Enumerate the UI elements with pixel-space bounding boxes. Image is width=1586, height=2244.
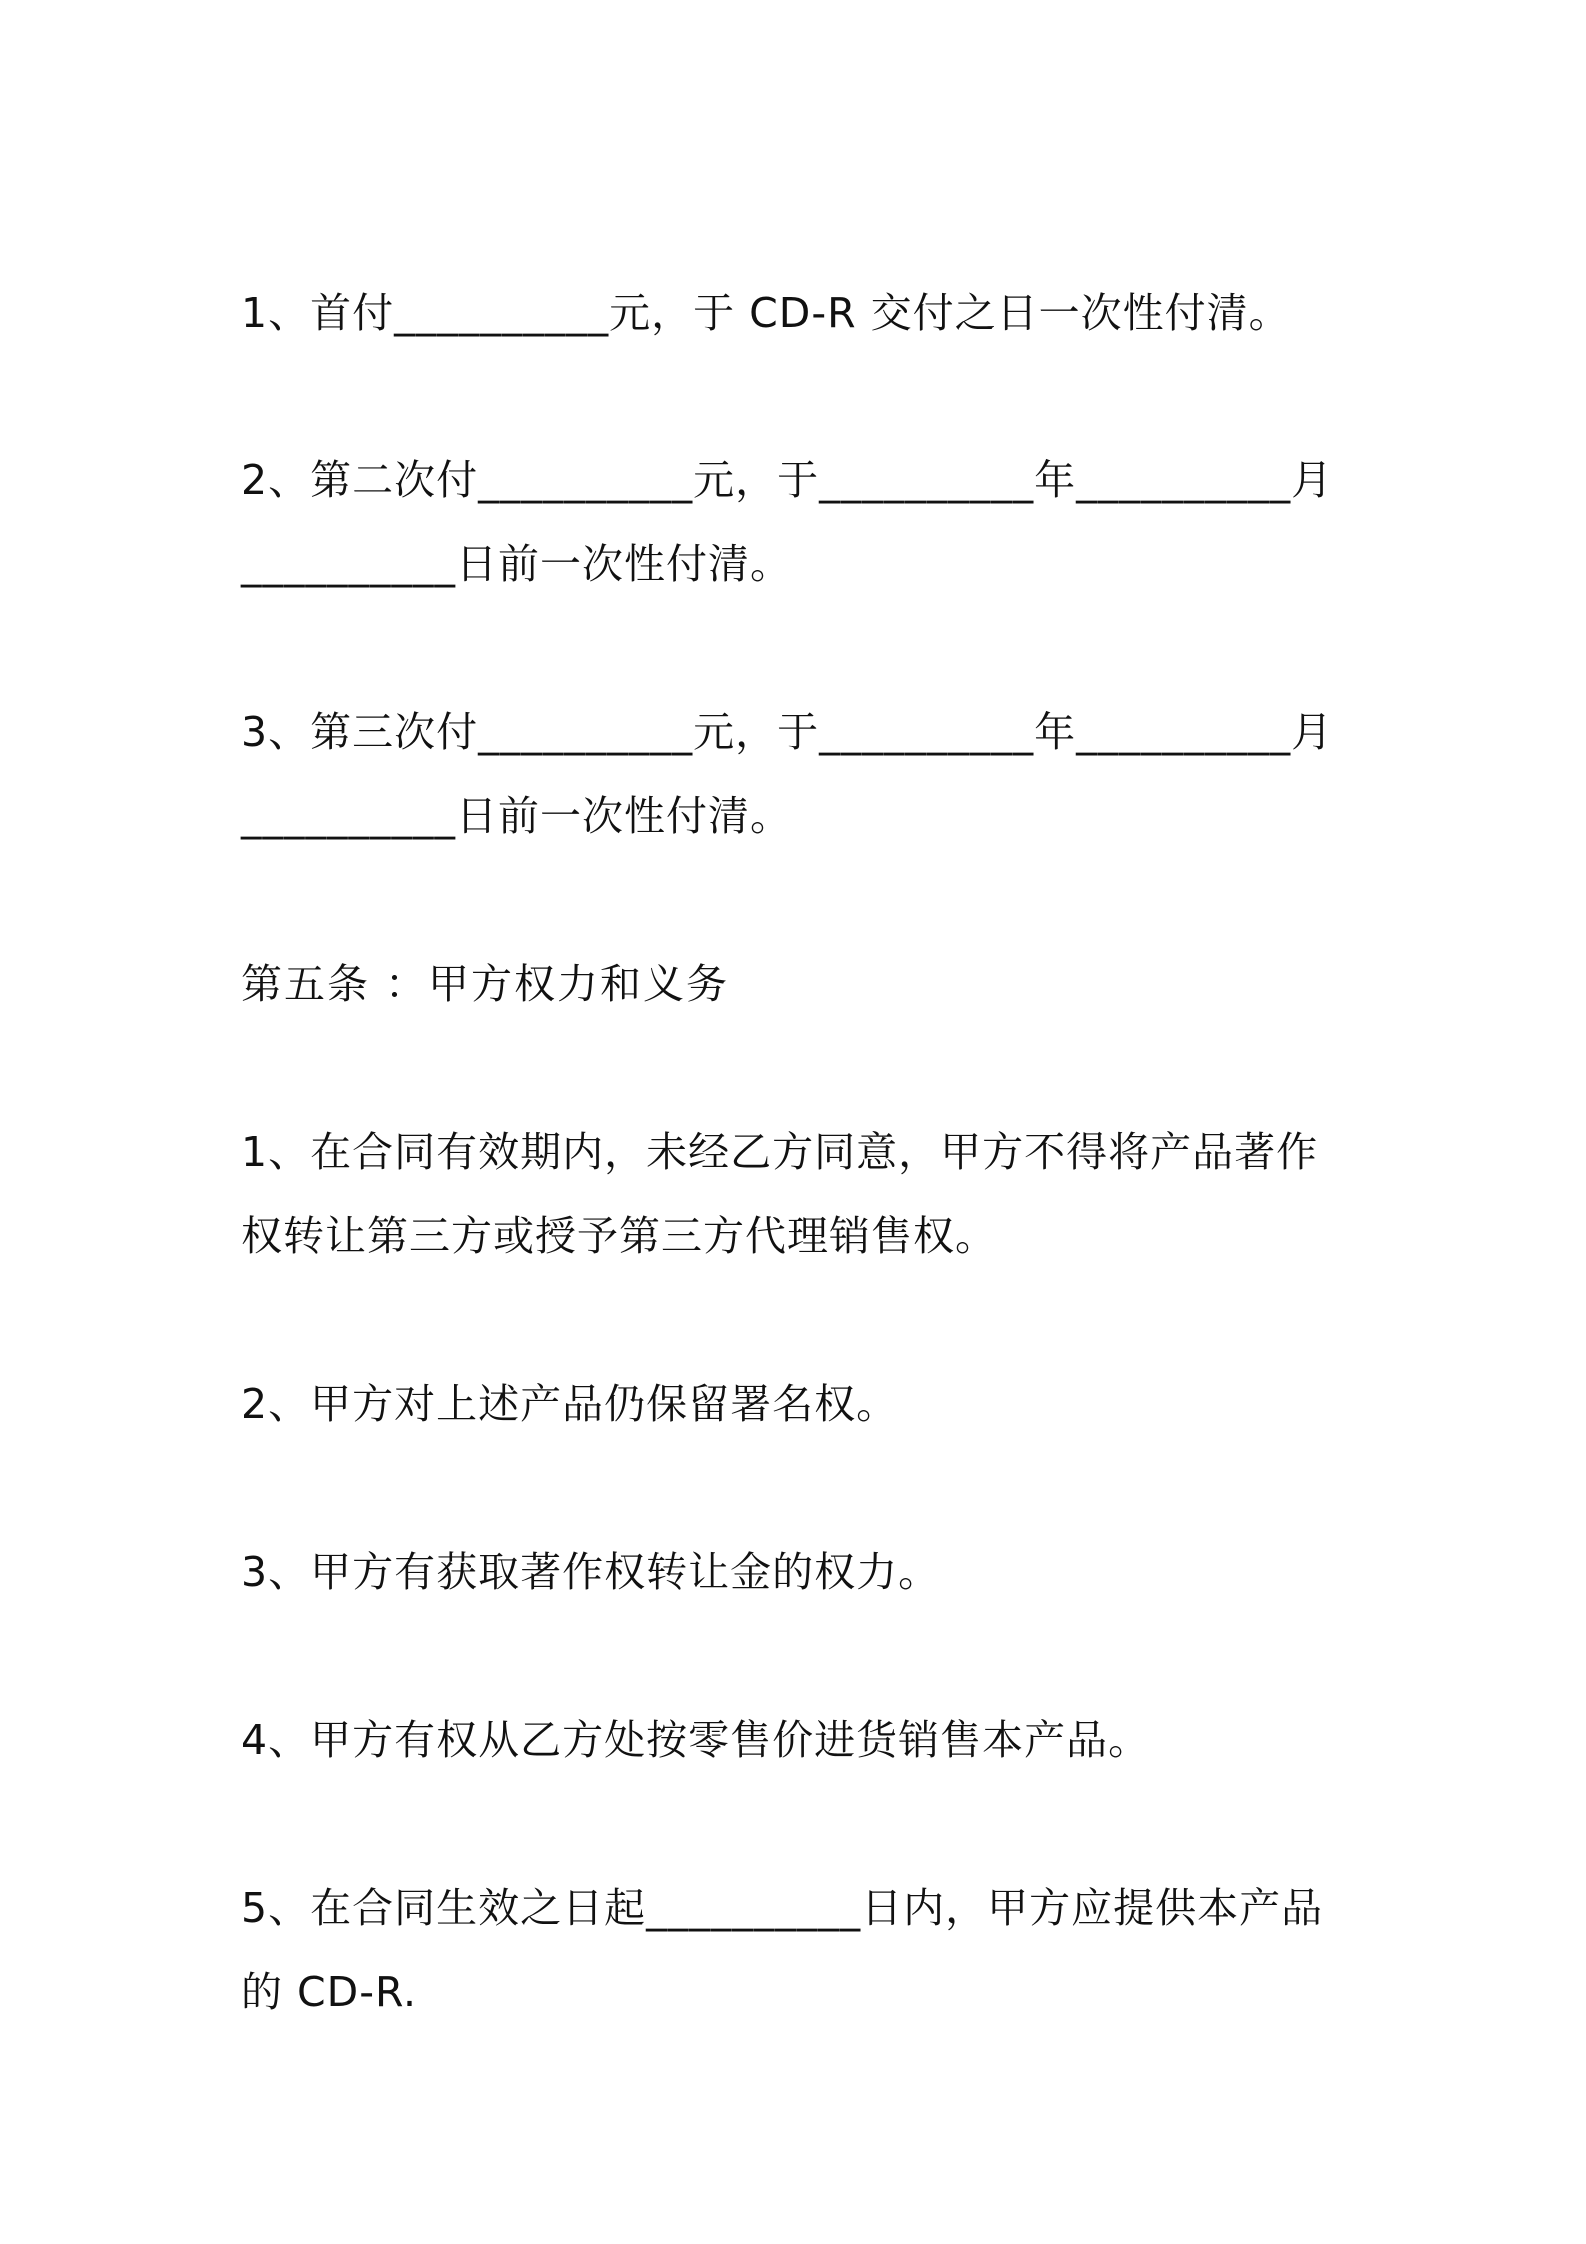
article-5-item-3: 3、甲方有获取著作权转让金的权力。	[241, 1548, 941, 1596]
payment-item-3-line-2: __________日前一次性付清。	[241, 792, 792, 840]
article-5-item-5-line-1: 5、在合同生效之日起__________日内，甲方应提供本产品	[241, 1884, 1324, 1932]
article-5-item-5-line-2: 的 CD-R.	[241, 1968, 418, 2016]
payment-item-2-line-1: 2、第二次付__________元，于__________年__________月	[241, 456, 1334, 504]
payment-item-2-line-2: __________日前一次性付清。	[241, 540, 792, 588]
article-5-item-2: 2、甲方对上述产品仍保留署名权。	[241, 1380, 899, 1428]
article-5-item-1-line-1: 1、在合同有效期内，未经乙方同意，甲方不得将产品著作	[241, 1128, 1319, 1176]
article-5-item-4: 4、甲方有权从乙方处按零售价进货销售本产品。	[241, 1716, 1151, 1764]
article-5-item-1-line-2: 权转让第三方或授予第三方代理销售权。	[241, 1212, 997, 1260]
payment-item-1: 1、首付__________元，于 CD-R 交付之日一次性付清。	[241, 289, 1291, 337]
payment-item-3-line-1: 3、第三次付__________元，于__________年__________月	[241, 708, 1334, 756]
article-5-heading: 第五条 ：甲方权力和义务	[241, 960, 730, 1008]
